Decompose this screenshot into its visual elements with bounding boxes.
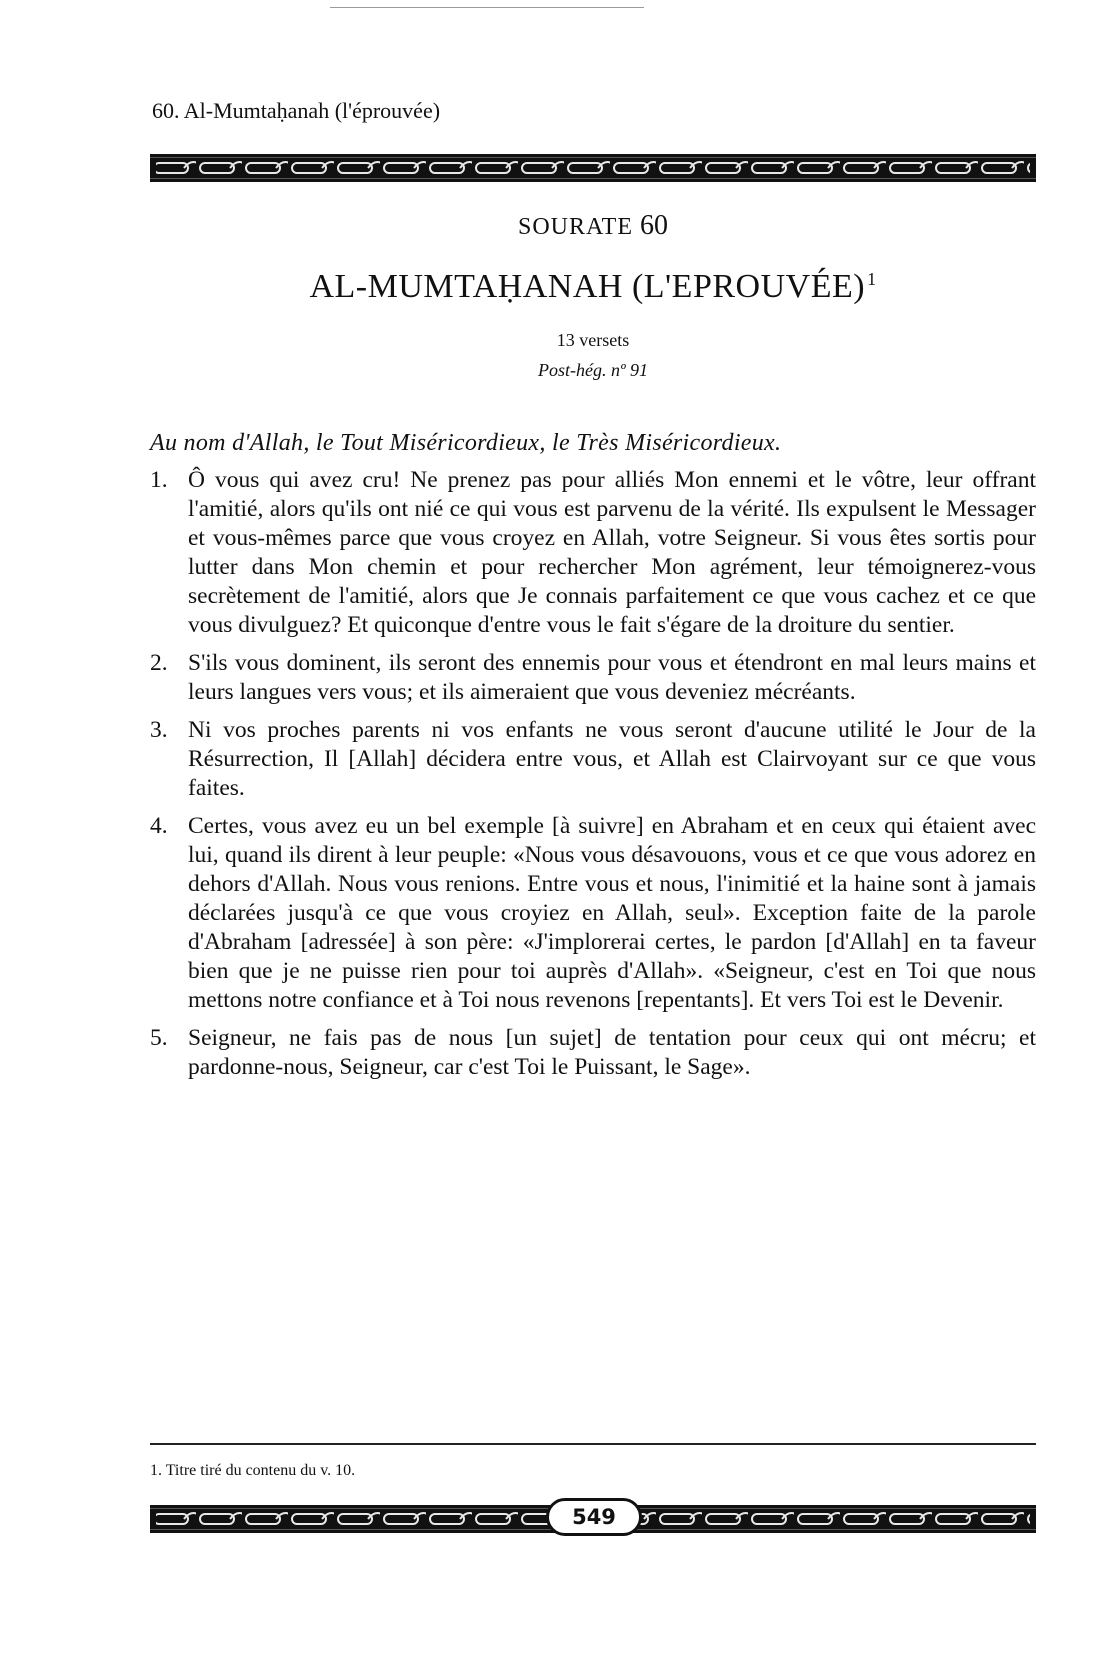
verse-item [150, 812, 1036, 1015]
page-number: 549 [546, 1498, 642, 1536]
revelation-period: Post-hég. nº 91 [537, 360, 649, 380]
verse-item [150, 649, 1036, 707]
verse-text: Ô vous qui avez cru! Ne prenez pas pour alliés Mon ennemi et le vôtre, leur offrant l'amitié, alors qu'ils ont nié ce qui vous est parvenu de la vérité. Ils expulsent le Messager et vous-mêmes parce que vous croyez en Allah, votre Seigneur. Si vous êtes sortis pour lutter dans Mon chemin et pour rechercher Mon agrément, leur témoignerez-vous secrètement de l'amitié, alors que Je connais parfaitement ce que vous cachez et ce que vous divulguez? Et quiconque d'entre vous le fait s'égare de la droiture du sentier. [188, 467, 1036, 638]
sourate-label [150, 210, 1036, 242]
title-footnote-marker[interactable]: 1 [867, 269, 877, 289]
verse-text: Ni vos proches parents ni vos enfants ne vous seront d'aucune utilité le Jour de la Résurrection, Il [Allah] décidera entre vous, et Allah est Clairvoyant sur ce que vous faites. [188, 717, 1036, 801]
verse-number: 3. [150, 717, 168, 743]
verse-item [150, 466, 1036, 640]
sourate-label-text: SOURATE [517, 214, 633, 240]
verse-number: 5. [150, 1025, 168, 1051]
verse-text: Certes, vous avez eu un bel exemple [à suivre] en Abraham et en ceux qui étaient avec lui, quand ils dirent à leur peuple: «Nous vous désavouons, vous et ce que vous adorez en dehors d'Allah. Nous vous renions. Entre vous et nous, l'inimitié et la haine sont à jamais déclarées jusqu'à ce que vous croyiez en Allah, seul». Exception faite de la parole d'Abraham [adressée] à son père: «J'implorerai certes, le pardon [d'Allah] en ta faveur bien que je ne puisse rien pour toi auprès d'Allah». «Seigneur, c'est en Toi que nous mettons notre confiance et à Toi nous revenons [repentants]. Et vers Toi est le Devenir. [188, 813, 1036, 1013]
sourate-number: 60 [640, 210, 668, 241]
verse-list [150, 466, 1036, 1091]
verse-item [150, 716, 1036, 803]
verse-text: Seigneur, ne fais pas de nous [un sujet] de tentation pour ceux qui ont mécru; et pardonne-nous, Seigneur, car c'est Toi le Puissant, le Sage». [188, 1025, 1036, 1080]
sourate-title [150, 268, 1036, 306]
running-head: 60. Al-Mumtaḥanah (l'éprouvée) [152, 98, 441, 123]
verse-text: S'ils vous dominent, ils seront des ennemis pour vous et étendront en mal leurs mains et leurs langues vers vous; et ils aimeraient que vous deveniez mécréants. [188, 650, 1036, 705]
verse-count: 13 versets [556, 330, 630, 350]
verse-number: 2. [150, 650, 168, 676]
verse-item [150, 1024, 1036, 1082]
basmala: Au nom d'Allah, le Tout Miséricordieux, le Très Miséricordieux. [150, 430, 782, 456]
top-scan-rule [330, 7, 644, 8]
verse-number: 4. [150, 813, 168, 839]
footnote: 1. Titre tiré du contenu du v. 10. [150, 1462, 356, 1479]
footnote-rule [150, 1443, 1036, 1445]
verse-number: 1. [150, 467, 168, 493]
sourate-title-text: AL-MUMTAḤANAH (L'EPROUVÉE) [309, 268, 866, 305]
top-ornament-band [150, 154, 1036, 182]
